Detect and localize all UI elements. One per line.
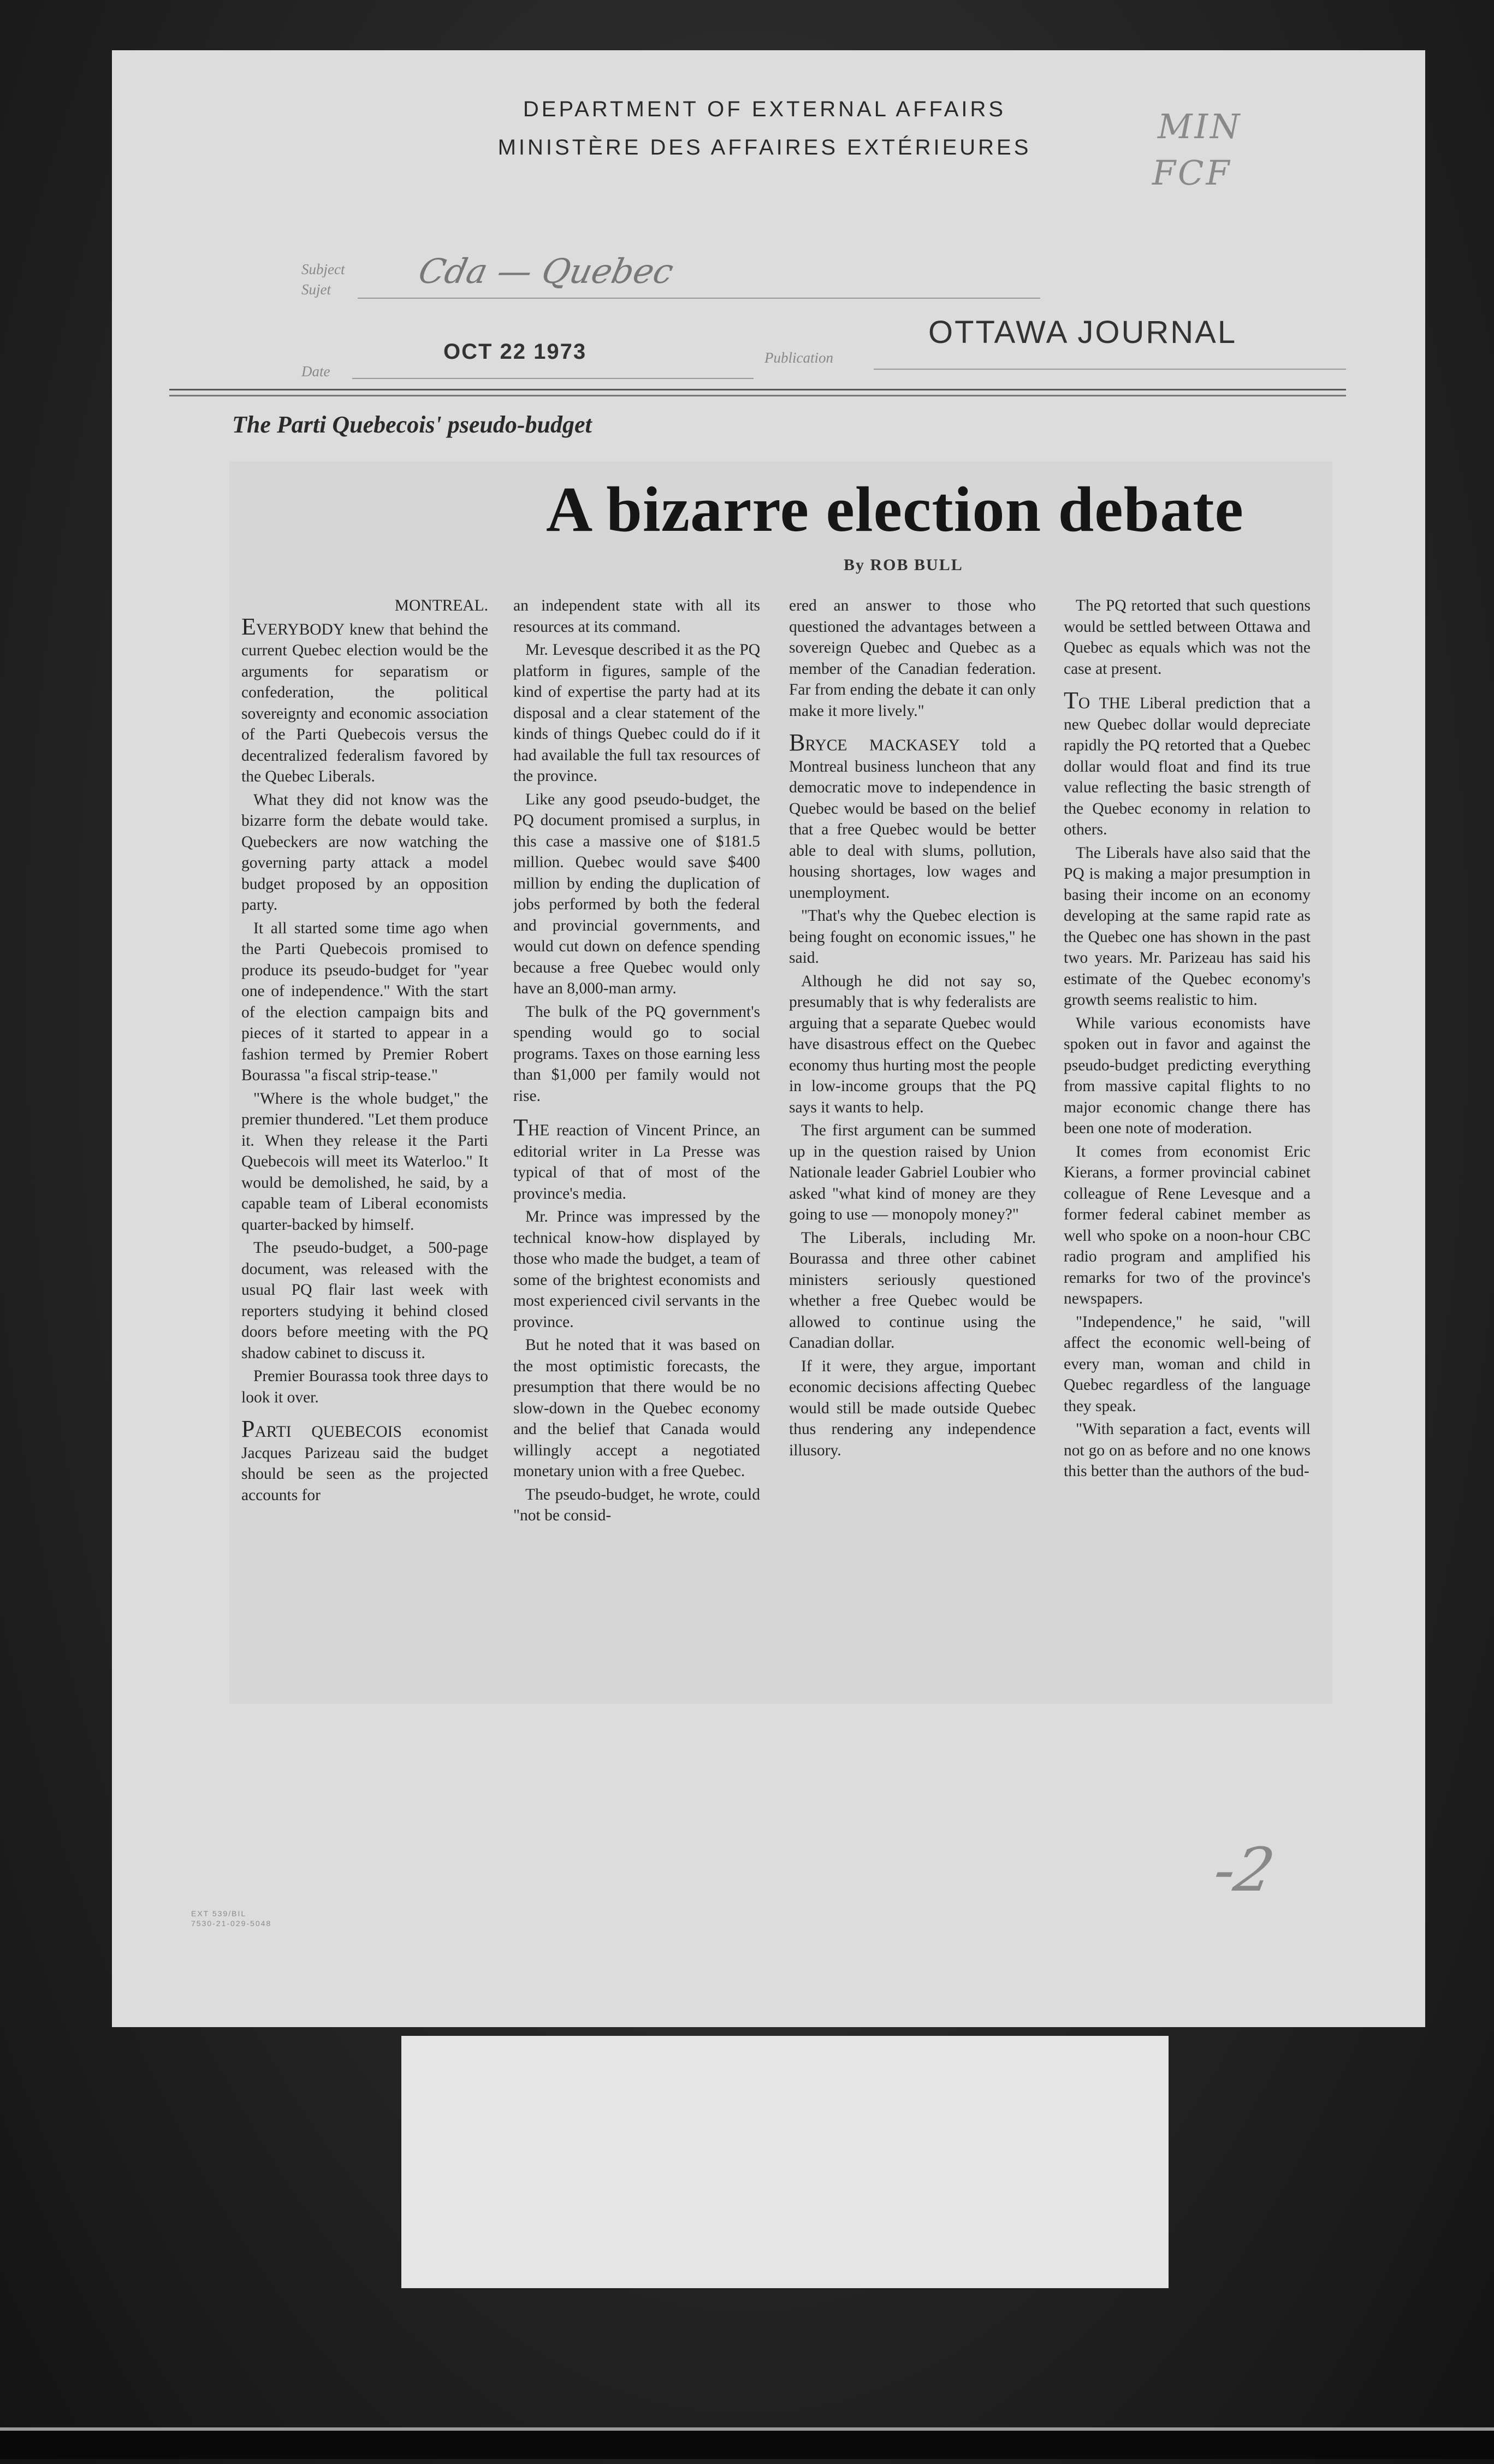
header-separator xyxy=(169,389,1346,396)
paragraph: "Where is the whole budget," the premier thundered. "Let them produce it. When they release it the Parti Quebecois will meet its Waterloo." It would be demolished, he said, by a capable team of Liberal economists quarter-backed by himself. xyxy=(241,1089,488,1234)
form-code-line: EXT 539/BIL xyxy=(191,1909,247,1918)
paragraph: The first argument can be summed up in the question raised by Union Nationale leader Gabriel Loubier who asked "what kind of money are they going to use — monopoly money?" xyxy=(789,1122,1036,1223)
paragraph: But he noted that it was based on the most optimistic forecasts, the presumption that there would be no slow-down in the Quebec economy and the belief that Canada would willingly accept a negotiated monetary union with a free Quebec. xyxy=(513,1336,760,1480)
article-column-3 xyxy=(789,595,1036,1687)
article-byline: By ROB BULL xyxy=(844,556,963,574)
paragraph: The PQ retorted that such questions would be settled between Ottawa and Quebec as equals which was not the case at present. xyxy=(1064,597,1311,678)
subject-value: Cda — Quebec xyxy=(415,251,677,291)
paragraph: If it were, they argue, important economic decisions affecting Quebec would still be made outside Quebec thus rendering any independence illusory. xyxy=(789,1357,1036,1459)
article-column-1 xyxy=(241,595,488,1687)
page-number-annotation: -2 xyxy=(1208,1835,1280,1905)
annotation-fcf: FCF xyxy=(1152,153,1232,193)
article-column-2 xyxy=(513,595,760,1687)
paragraph: The pseudo-budget, he wrote, could "not be consid- xyxy=(513,1485,760,1524)
paragraph: What they did not know was the bizarre form the debate would take. Quebeckers are now watching the governing party attack a model budget proposed by an opposition party. xyxy=(241,791,488,914)
date-rule xyxy=(352,378,754,379)
paragraph: EVERYBODY knew that behind the current Quebec election would be the arguments for separatism or confederation, the political sovereignty and economic association of the Parti Quebecois versus the decentralized federalism favored by the Quebec Liberals. xyxy=(241,613,488,785)
paragraph: "With separation a fact, events will not go on as before and no one knows this better than the authors of the bud- xyxy=(1064,1420,1311,1480)
paragraph: "Independence," he said, "will affect the economic well-being of every man, woman and child in Quebec regardless of the language they speak. xyxy=(1064,1313,1311,1415)
article-dateline: MONTREAL. xyxy=(394,597,488,614)
paragraph: Mr. Prince was impressed by the technical know-how displayed by those who made the budget, a team of some of the brightest economists and most experienced civil servants in the province. xyxy=(513,1208,760,1331)
paragraph: Although he did not say so, presumably that is why federalists are arguing that a separate Quebec would have disastrous effect on the Quebec economy thus hurting most the people in low-income groups that the PQ says it wants to help. xyxy=(789,972,1036,1116)
film-edge-strip xyxy=(0,2427,1494,2459)
paragraph: The Liberals have also said that the PQ is making a major presumption in basing their income on an economy developing at the same rapid rate as the Quebec one has shown in the past two years. Mr. Parizeau has said his estimate of the Quebec economy's growth seems realistic to him. xyxy=(1064,844,1311,1009)
paragraph: The pseudo-budget, a 500-page document, was released with the usual PQ flair last week with reporters studying it behind closed doors before meeting with the PQ shadow cabinet to discuss it. xyxy=(241,1239,488,1362)
date-label: Date xyxy=(301,363,330,380)
article-column-4 xyxy=(1064,595,1311,1687)
paragraph: TO THE Liberal prediction that a new Quebec dollar would depreciate rapidly the PQ retorted that a Quebec dollar would float and find its true value reflecting the basic strength of the Quebec economy in relation to others. xyxy=(1064,687,1311,838)
blank-card-stub xyxy=(401,2036,1169,2288)
paragraph: It comes from economist Eric Kierans, a former provincial cabinet colleague of Rene Levesque and a former federal cabinet member as well who spoke on a noon-hour CBC radio program and amplified his remarks for two of the province's newspapers. xyxy=(1064,1142,1311,1307)
publication-stamp: OTTAWA JOURNAL xyxy=(928,315,1237,350)
form-code-line: 7530-21-029-5048 xyxy=(191,1919,272,1928)
subject-label: Subject xyxy=(301,261,345,277)
paragraph: Mr. Levesque described it as the PQ platform in figures, sample of the kind of expertise the party had at its disposal and a clear statement of the kinds of things Quebec could do if it had available the full tax resources of the province. xyxy=(513,641,760,785)
paragraph: THE reaction of Vincent Prince, an editorial writer in La Presse was typical of that of most of the province's media. xyxy=(513,1114,760,1203)
ministere-heading: MINISTÈRE DES AFFAIRES EXTÉRIEURES xyxy=(497,135,1031,159)
paragraph: "That's why the Quebec election is being fought on economic issues," he said. xyxy=(789,907,1036,967)
sujet-label: Sujet xyxy=(301,281,331,298)
paragraph: ered an answer to those who questioned the advantages between a sovereign Quebec and Quebec as a member of the Canadian federation. Far from ending the debate it can only make it more lively." xyxy=(789,597,1036,720)
paragraph: Like any good pseudo-budget, the PQ document promised a surplus, in this case a massive one of $181.5 million. Quebec would save $400 million by ending the duplication of jobs performed by both the federal and provincial governments, and would cut down on defence spending because a free Quebec would only have an 8,000-man army. xyxy=(513,790,760,997)
paragraph: Premier Bourassa took three days to look it over. xyxy=(241,1367,488,1406)
annotation-min: MIN xyxy=(1158,106,1242,146)
subject-rule xyxy=(358,298,1040,299)
publication-label: Publication xyxy=(764,350,833,366)
paragraph: PARTI QUEBECOIS economist Jacques Parizeau said the budget should be seen as the projected accounts for xyxy=(241,1415,488,1504)
paragraph: The bulk of the PQ government's spending would go to social programs. Taxes on those earning less than $1,000 per family would not rise. xyxy=(513,1003,760,1105)
paragraph: an independent state with all its resources at its command. xyxy=(513,597,760,636)
paragraph: While various economists have spoken out in favor and against the pseudo-budget predicting everything from massive capital flights to no major economic change there has been one note of moderation. xyxy=(1064,1014,1311,1137)
publication-rule xyxy=(874,369,1346,370)
date-stamp: OCT 22 1973 xyxy=(443,340,587,364)
form-code xyxy=(191,1909,271,1928)
paragraph: The Liberals, including Mr. Bourassa and three other cabinet ministers seriously questioned whether a free Quebec would be allowed to continue using the Canadian dollar. xyxy=(789,1229,1036,1352)
paragraph: It all started some time ago when the Parti Quebecois promised to produce its pseudo-budget for "year one of independence." With the start of the election campaign bits and pieces of it started to appear in a fashion termed by Premier Robert Bourassa "a fiscal strip-tease." xyxy=(241,919,488,1084)
department-heading: DEPARTMENT OF EXTERNAL AFFAIRS xyxy=(523,97,1006,121)
paragraph: BRYCE MACKASEY told a Montreal business luncheon that any democratic move to independence in Quebec would be based on the belief that a free Quebec would be better able to deal with slums, pollution, housing shortages, low wages and unemployment. xyxy=(789,729,1036,902)
article-headline: A bizarre election debate xyxy=(546,473,1244,545)
article-kicker: The Parti Quebecois' pseudo-budget xyxy=(232,411,592,438)
